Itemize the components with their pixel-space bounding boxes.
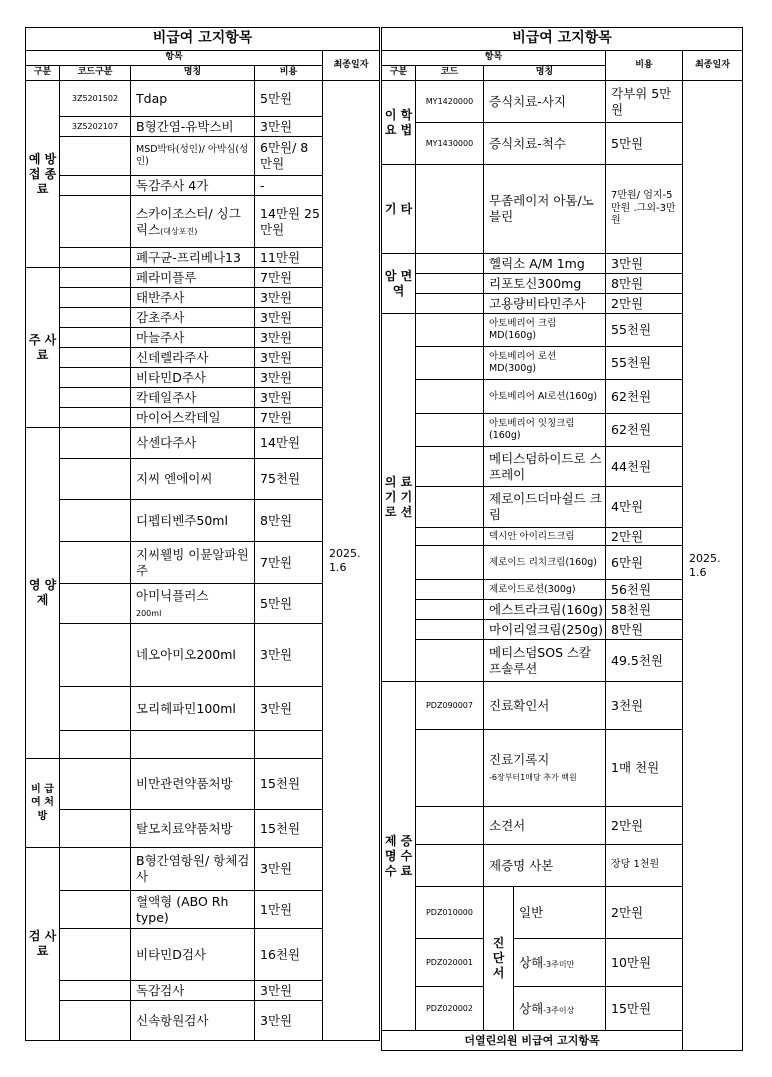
row-cost: 6만원 bbox=[606, 546, 683, 580]
row-name bbox=[131, 584, 255, 624]
row-cost: 8만원 bbox=[606, 620, 683, 640]
row-code bbox=[60, 759, 131, 810]
row-code: 3Z5201502 bbox=[60, 81, 131, 117]
row-name bbox=[131, 196, 255, 248]
row-code bbox=[60, 687, 131, 731]
row-code: 3Z5202107 bbox=[60, 117, 131, 137]
row-name: 아토베리어 잇칭크림(160g) bbox=[484, 414, 606, 447]
row-cost: 16천원 bbox=[255, 929, 323, 981]
row-name: 칵테일주사 bbox=[131, 388, 255, 408]
row-cost: 7만원 bbox=[255, 542, 323, 584]
row-name: 메티스덤하이드로 스프레이 bbox=[484, 447, 606, 487]
row-name: 리포토신300mg bbox=[484, 274, 606, 294]
left-header-name: 명칭 bbox=[131, 66, 255, 81]
row-code bbox=[60, 624, 131, 687]
row-name-text: 상해 bbox=[519, 1000, 544, 1016]
category-prescription: 비 급 여 처 방 bbox=[26, 759, 60, 848]
row-cost: 8만원 bbox=[255, 500, 323, 542]
row-name: 네오아미오200ml bbox=[131, 624, 255, 687]
row-name: 탈모치료약품처방 bbox=[131, 810, 255, 848]
row-cost: 7만원 bbox=[255, 268, 323, 288]
row-cost: 3만원 bbox=[255, 328, 323, 348]
row-cost: 2만원 bbox=[606, 887, 683, 939]
row-cost: 2만원 bbox=[606, 294, 683, 314]
row-code: PDZ020002 bbox=[416, 987, 484, 1031]
right-header-cost: 비용 bbox=[606, 51, 683, 81]
row-name bbox=[514, 987, 606, 1031]
row-cost: 55천원 bbox=[606, 347, 683, 380]
right-last-date: 2025. 1.6 bbox=[683, 81, 743, 1051]
right-header-category: 구분 bbox=[382, 66, 416, 81]
row-cost: 49.5천원 bbox=[606, 640, 683, 682]
row-code bbox=[60, 848, 131, 891]
row-cost: 3만원 bbox=[255, 624, 323, 687]
row-code bbox=[416, 845, 484, 887]
row-cost: 75천원 bbox=[255, 459, 323, 500]
row-cost: 장당 1천원 bbox=[606, 845, 683, 887]
row-code bbox=[60, 137, 131, 176]
row-name-note: (대상포진) bbox=[160, 226, 198, 236]
row-cost: 5만원 bbox=[255, 81, 323, 117]
row-cost: 3만원 bbox=[255, 117, 323, 137]
row-code bbox=[60, 308, 131, 328]
row-code bbox=[416, 447, 484, 487]
row-name: 감초주사 bbox=[131, 308, 255, 328]
row-code bbox=[416, 165, 484, 254]
row-name: 신속항원검사 bbox=[131, 1001, 255, 1041]
category-cancer: 암 면 역 bbox=[382, 254, 416, 314]
row-cost: 15만원 bbox=[606, 987, 683, 1031]
row-name: 에스트라크림(160g) bbox=[484, 600, 606, 620]
row-code bbox=[60, 731, 131, 759]
row-name: 아토베리어 로션MD(300g) bbox=[484, 347, 606, 380]
row-code bbox=[60, 500, 131, 542]
row-name: 일반 bbox=[514, 887, 606, 939]
category-certificate: 제 증 명 수 수 료 bbox=[382, 682, 416, 1031]
row-code bbox=[60, 368, 131, 388]
row-name: 독감검사 bbox=[131, 981, 255, 1001]
row-name: 독감주사 4가 bbox=[131, 176, 255, 196]
row-name: 마이어스칵테일 bbox=[131, 408, 255, 428]
row-name: 비타민D검사 bbox=[131, 929, 255, 981]
row-code bbox=[60, 248, 131, 268]
row-name: Tdap bbox=[131, 81, 255, 117]
row-cost: 58천원 bbox=[606, 600, 683, 620]
left-header-code: 코드구분 bbox=[60, 66, 131, 81]
row-code bbox=[416, 294, 484, 314]
row-name: MSD박타(성인)/ 아박심(성인) bbox=[131, 137, 255, 176]
row-name: 디펩티벤주50ml bbox=[131, 500, 255, 542]
row-code bbox=[60, 176, 131, 196]
row-name: 제로이드 리치크림(160g) bbox=[484, 546, 606, 580]
row-name: 모리헤파민100ml bbox=[131, 687, 255, 731]
row-code bbox=[60, 584, 131, 624]
row-cost: 62천원 bbox=[606, 380, 683, 414]
row-name: 페라미플루 bbox=[131, 268, 255, 288]
row-name: 혈액형 (ABO Rh type) bbox=[131, 891, 255, 929]
row-cost bbox=[255, 731, 323, 759]
row-name bbox=[131, 731, 255, 759]
row-code bbox=[416, 580, 484, 600]
row-name: 진료확인서 bbox=[484, 682, 606, 730]
row-code bbox=[416, 274, 484, 294]
right-header-code: 코드 bbox=[416, 66, 484, 81]
left-header-group: 항목 bbox=[26, 51, 323, 66]
row-cost: 44천원 bbox=[606, 447, 683, 487]
row-code bbox=[60, 810, 131, 848]
row-name bbox=[484, 730, 606, 807]
row-cost: 3만원 bbox=[255, 687, 323, 731]
row-code bbox=[60, 268, 131, 288]
row-name: 지씨 엔에이씨 bbox=[131, 459, 255, 500]
row-code bbox=[60, 348, 131, 368]
row-name: 폐구균-프리베나13 bbox=[131, 248, 255, 268]
row-cost: 3만원 bbox=[255, 288, 323, 308]
row-name: B형간염항원/ 항체검사 bbox=[131, 848, 255, 891]
row-name: B형간염-유박스비 bbox=[131, 117, 255, 137]
category-vaccine: 예 방 접 종 료 bbox=[26, 81, 60, 268]
left-header-cost: 비용 bbox=[255, 66, 323, 81]
row-name: 제로이드로션(300g) bbox=[484, 580, 606, 600]
row-code bbox=[60, 428, 131, 459]
row-cost: 1매 천원 bbox=[606, 730, 683, 807]
row-name: 아토베리어 AI로션(160g) bbox=[484, 380, 606, 414]
row-cost: 5만원 bbox=[606, 123, 683, 165]
row-name: 증식치료-사지 bbox=[484, 81, 606, 123]
row-name: 태반주사 bbox=[131, 288, 255, 308]
row-code bbox=[60, 1001, 131, 1041]
row-name: 제로이드더마쉴드 크림 bbox=[484, 487, 606, 528]
row-cost: 3만원 bbox=[255, 308, 323, 328]
row-cost: 14만원 25만원 bbox=[255, 196, 323, 248]
row-name: 삭센다주사 bbox=[131, 428, 255, 459]
left-fee-table bbox=[25, 27, 380, 1041]
row-code bbox=[60, 929, 131, 981]
row-name: 마늘주사 bbox=[131, 328, 255, 348]
row-cost: 55천원 bbox=[606, 314, 683, 347]
row-name: 아토베리어 크림MD(160g) bbox=[484, 314, 606, 347]
row-code bbox=[416, 414, 484, 447]
row-name: 마이리얼크림(250g) bbox=[484, 620, 606, 640]
row-name-note: 200ml bbox=[136, 608, 162, 618]
row-cost: - bbox=[255, 176, 323, 196]
row-name: 증식치료-척수 bbox=[484, 123, 606, 165]
category-nutrition: 영 양 제 bbox=[26, 428, 60, 759]
row-code bbox=[416, 528, 484, 546]
row-cost: 3만원 bbox=[255, 981, 323, 1001]
footer-caption: 더열린의원 비급여 고지항목 bbox=[382, 1031, 683, 1051]
row-cost: 2만원 bbox=[606, 528, 683, 546]
row-name: 신데렐라주사 bbox=[131, 348, 255, 368]
category-physio: 이 학 요 법 bbox=[382, 81, 416, 165]
row-name: 비만관련약품처방 bbox=[131, 759, 255, 810]
row-name: 지씨웰빙 이뮨알파원주 bbox=[131, 542, 255, 584]
row-code bbox=[60, 408, 131, 428]
row-code bbox=[416, 487, 484, 528]
row-code bbox=[416, 640, 484, 682]
row-cost: 62천원 bbox=[606, 414, 683, 447]
row-code: PDZ090007 bbox=[416, 682, 484, 730]
row-name-text: 스카이조스터/ 싱그릭스 bbox=[136, 205, 241, 237]
row-cost: 8만원 bbox=[606, 274, 683, 294]
left-table-title: 비급여 고지항목 bbox=[26, 28, 380, 51]
row-code: MY1420000 bbox=[416, 81, 484, 123]
row-code bbox=[60, 196, 131, 248]
left-header-category: 구분 bbox=[26, 66, 60, 81]
row-code bbox=[416, 600, 484, 620]
row-cost: 56천원 bbox=[606, 580, 683, 600]
right-table-title: 비급여 고지항목 bbox=[382, 28, 743, 51]
right-fee-table bbox=[381, 27, 743, 1051]
row-cost: 11만원 bbox=[255, 248, 323, 268]
row-cost: 3만원 bbox=[255, 368, 323, 388]
row-code bbox=[416, 546, 484, 580]
row-cost: 3만원 bbox=[255, 1001, 323, 1041]
left-last-date: 2025. 1.6 bbox=[323, 81, 380, 1041]
row-code bbox=[60, 459, 131, 500]
row-cost: 4만원 bbox=[606, 487, 683, 528]
row-cost: 15천원 bbox=[255, 759, 323, 810]
left-header-date: 최종일자 bbox=[323, 51, 380, 81]
row-name: 제증명 사본 bbox=[484, 845, 606, 887]
row-cost: 3만원 bbox=[255, 348, 323, 368]
row-code bbox=[416, 730, 484, 807]
row-name-text: 진료기록지 bbox=[489, 752, 550, 768]
row-code bbox=[416, 314, 484, 347]
row-cost: 2만원 bbox=[606, 807, 683, 845]
row-code: MY1430000 bbox=[416, 123, 484, 165]
row-code: PDZ010000 bbox=[416, 887, 484, 939]
row-cost: 7만원 bbox=[255, 408, 323, 428]
row-code bbox=[60, 981, 131, 1001]
row-cost: 3만원 bbox=[606, 254, 683, 274]
right-header-date: 최종일자 bbox=[683, 51, 743, 81]
row-code: PDZ020001 bbox=[416, 939, 484, 987]
row-code bbox=[416, 347, 484, 380]
row-name: 메티스덤SOS 스칼프솔루션 bbox=[484, 640, 606, 682]
row-cost: 1만원 bbox=[255, 891, 323, 929]
row-code bbox=[416, 807, 484, 845]
row-code bbox=[60, 388, 131, 408]
category-injection: 주 사 료 bbox=[26, 268, 60, 428]
row-name bbox=[514, 939, 606, 987]
row-cost: 14만원 bbox=[255, 428, 323, 459]
category-other: 기 타 bbox=[382, 165, 416, 254]
row-code bbox=[416, 620, 484, 640]
row-code bbox=[60, 328, 131, 348]
right-header-name: 명칭 bbox=[484, 66, 606, 81]
row-cost: 3천원 bbox=[606, 682, 683, 730]
row-name: 소견서 bbox=[484, 807, 606, 845]
row-name: 헬릭소 A/M 1mg bbox=[484, 254, 606, 274]
category-diagnosis: 진 단 서 bbox=[484, 887, 514, 1031]
row-code bbox=[416, 254, 484, 274]
row-code bbox=[60, 891, 131, 929]
row-cost: 3만원 bbox=[255, 848, 323, 891]
category-test: 검 사 료 bbox=[26, 848, 60, 1041]
right-header-group: 항목 bbox=[382, 51, 606, 66]
row-cost: 10만원 bbox=[606, 939, 683, 987]
row-name: 덱시안 아이리드크림 bbox=[484, 528, 606, 546]
row-cost: 각부위 5만원 bbox=[606, 81, 683, 123]
row-name: 비타민D주사 bbox=[131, 368, 255, 388]
row-cost: 5만원 bbox=[255, 584, 323, 624]
row-code bbox=[60, 542, 131, 584]
row-cost: 3만원 bbox=[255, 388, 323, 408]
row-cost: 6만원/ 8만원 bbox=[255, 137, 323, 176]
row-name-text: 상해 bbox=[519, 954, 544, 970]
row-cost: 15천원 bbox=[255, 810, 323, 848]
row-name-note: -3주미만 bbox=[543, 959, 575, 969]
row-name-note: -3주이상 bbox=[543, 1005, 575, 1015]
row-name: 무좀레이저 아톰/노블린 bbox=[484, 165, 606, 254]
row-cost: 7만원/ 엄지-5만원 .그외-3만 원 bbox=[606, 165, 683, 254]
row-name-note: -6장부터1매당 추가 백원 bbox=[489, 773, 577, 782]
row-name: 고용량비타민주사 bbox=[484, 294, 606, 314]
row-code bbox=[60, 288, 131, 308]
row-name-text: 아미닉플러스 bbox=[136, 587, 209, 603]
category-device: 의 료 기 기 로 션 bbox=[382, 314, 416, 682]
row-code bbox=[416, 380, 484, 414]
